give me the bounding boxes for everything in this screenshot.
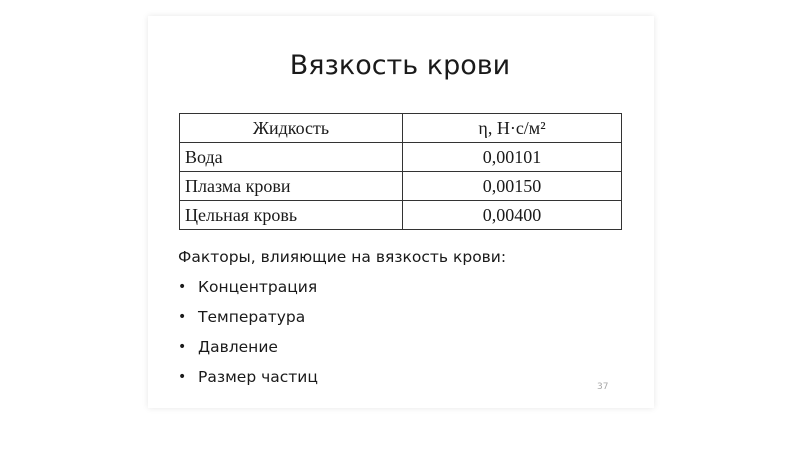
table-cell-liquid: Цельная кровь — [180, 201, 403, 230]
table-header-liquid: Жидкость — [180, 114, 403, 143]
table-row — [180, 201, 622, 230]
table-cell-viscosity: 0,00101 — [403, 143, 622, 172]
list-item — [178, 362, 506, 392]
list-item-label: Концентрация — [198, 278, 318, 296]
table-row — [180, 172, 622, 201]
list-item-label: Давление — [198, 338, 278, 356]
table-cell-liquid: Плазма крови — [180, 172, 403, 201]
viscosity-table — [179, 113, 622, 230]
list-item-label: Размер частиц — [198, 368, 318, 386]
bullet-icon: • — [178, 369, 187, 385]
page-number: 37 — [597, 382, 609, 392]
factors-title: Факторы, влияющие на вязкость крови: — [178, 248, 507, 266]
list-item — [178, 272, 506, 302]
factors-list — [178, 272, 506, 392]
list-item-label: Температура — [198, 308, 306, 326]
table-header-row — [180, 114, 622, 143]
factors-section — [178, 248, 506, 392]
bullet-icon: • — [178, 339, 187, 355]
table-cell-viscosity: 0,00400 — [403, 201, 622, 230]
table-cell-liquid: Вода — [180, 143, 403, 172]
table-row — [180, 143, 622, 172]
bullet-icon: • — [178, 309, 187, 325]
table-cell-viscosity: 0,00150 — [403, 172, 622, 201]
slide-title: Вязкость крови — [289, 50, 511, 81]
list-item — [178, 302, 506, 332]
bullet-icon: • — [178, 279, 187, 295]
table-header-viscosity: η, Н·с/м² — [403, 114, 622, 143]
list-item — [178, 332, 506, 362]
